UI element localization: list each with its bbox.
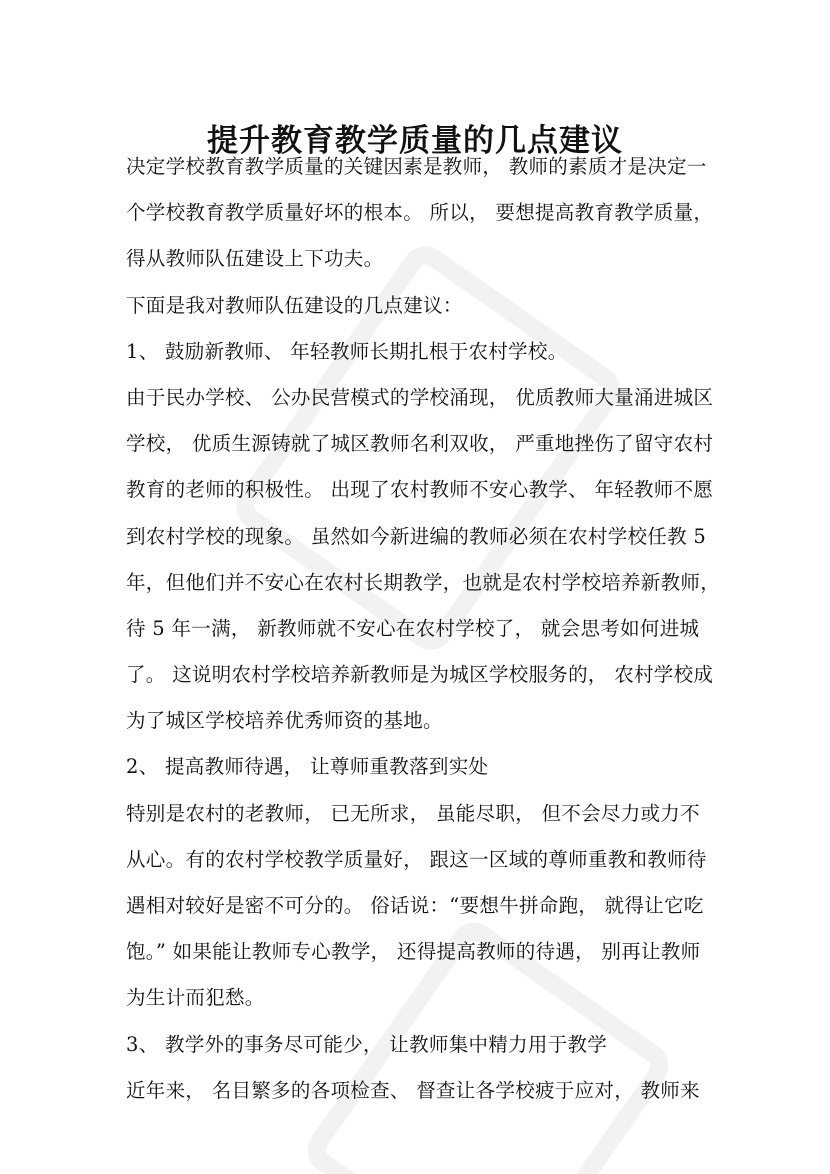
body-line: 了。 这说明农村学校培养新教师是为城区学校服务的， 农村学校成: [126, 663, 714, 687]
body-line: 下面是我对教师队伍建设的几点建议：: [126, 293, 463, 317]
body-line: 为生计而犯愁。: [126, 986, 265, 1010]
body-line: 为了城区学校培养优秀师资的基地。: [126, 709, 443, 733]
body-line: 饱。” 如果能让教师专心教学， 还得提高教师的待遇， 别再让教师: [126, 940, 701, 964]
section-heading-1: 1、 鼓励新教师、 年轻教师长期扎根于农村学校。: [126, 339, 568, 363]
body-line: 学校， 优质生源铸就了城区教师名利双收， 严重地挫伤了留守农村: [126, 432, 714, 456]
body-line: 由于民办学校、 公办民营模式的学校涌现， 优质教师大量涌进城区: [126, 385, 714, 409]
body-line: 得从教师队伍建设上下功夫。: [126, 247, 384, 271]
body-line: 教育的老师的积极性。 出现了农村教师不安心教学、 年轻教师不愿: [126, 478, 714, 502]
section-heading-3: 3、 教学外的事务尽可能少， 让教师集中精力用于教学: [126, 1032, 608, 1056]
body-line: 从心。有的农村学校教学质量好， 跟这一区域的尊师重教和教师待: [126, 847, 707, 871]
body-line: 决定学校教育教学质量的关键因素是教师， 教师的素质才是决定一: [126, 155, 707, 178]
body-line: 个学校教育教学质量好坏的根本。 所以， 要想提高教育教学质量，: [126, 201, 714, 225]
body-line: 到农村学校的现象。 虽然如今新进编的教师必须在农村学校任教 5: [126, 524, 707, 548]
document-body: [126, 144, 721, 1114]
body-line: 年，但他们并不安心在农村长期教学，也就是农村学校培养新教师，: [126, 570, 721, 594]
body-line: 遇相对较好是密不可分的。 俗话说：“要想牛拼命跑， 就得让它吃: [126, 894, 704, 917]
section-heading-2: 2、 提高教师待遇， 让尊师重教落到实处: [126, 755, 489, 779]
body-line: 待 5 年一满， 新教师就不安心在农村学校了， 就会思考如何进城: [126, 616, 700, 640]
body-line: 特别是农村的老教师， 已无所求， 虽能尽职， 但不会尽力或力不: [126, 801, 700, 825]
body-line: 近年来， 名目繁多的各项检查、 督查让各学校疲于应对， 教师来: [126, 1078, 700, 1102]
document-title: 提升教育教学质量的几点建议: [207, 122, 623, 159]
